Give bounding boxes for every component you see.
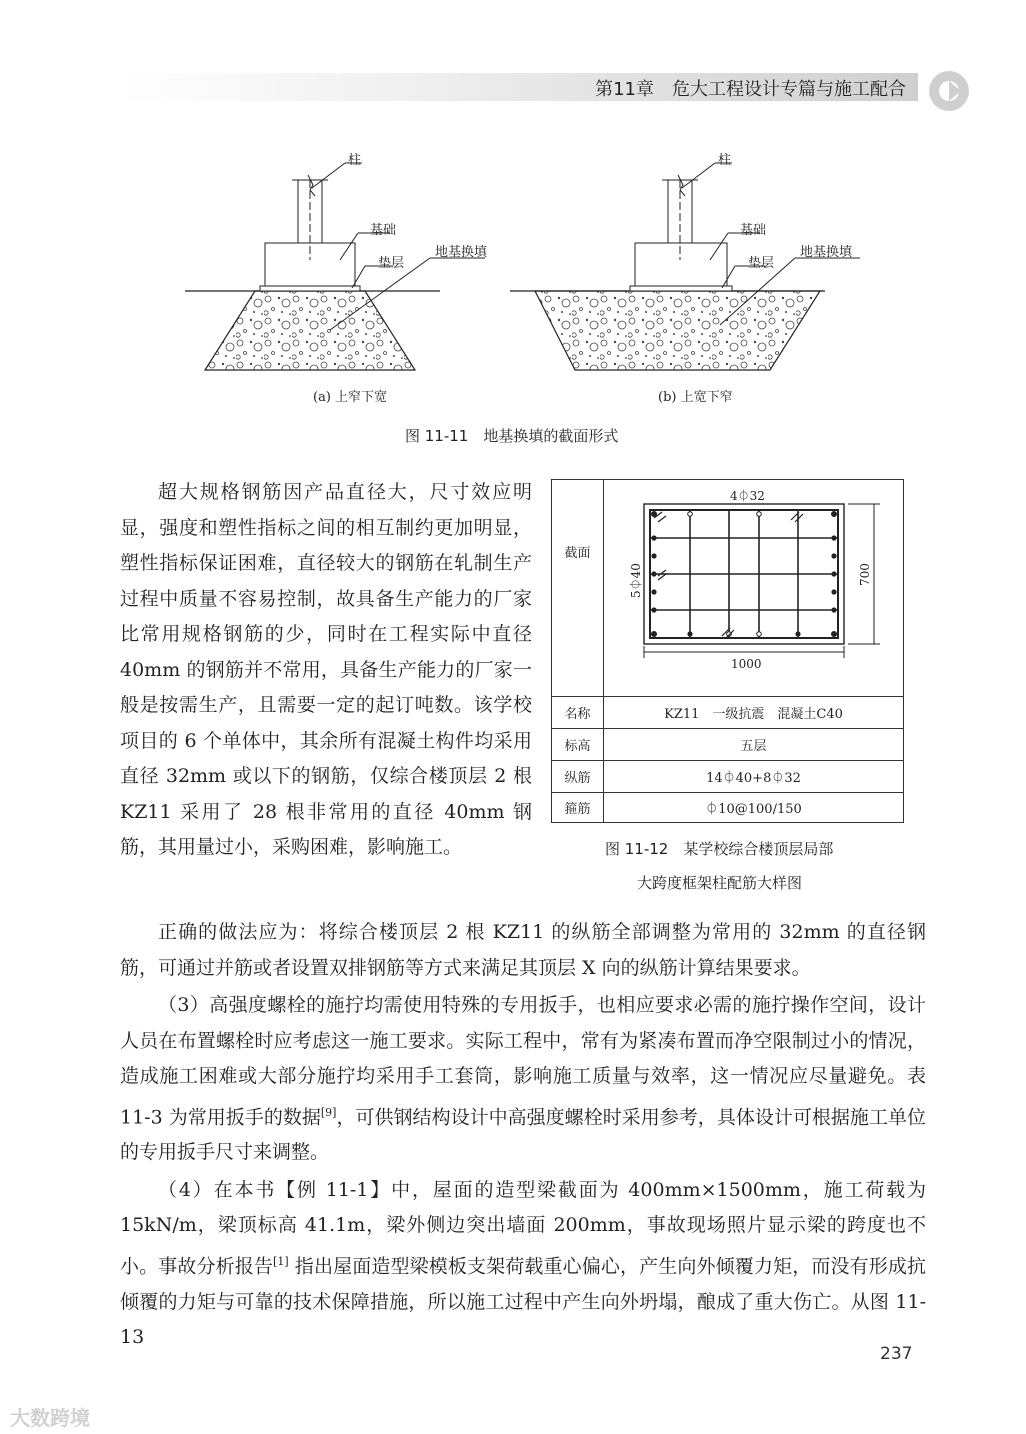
- section-label: 截面: [552, 480, 604, 697]
- caption-a: (a) 上窄下宽: [313, 390, 388, 405]
- figure-b-drawing: [510, 152, 860, 405]
- chapter-logo-icon: [928, 70, 970, 112]
- label-a-fill: 地基换填: [435, 245, 488, 260]
- column-section-drawing: [604, 480, 903, 692]
- chapter-title: 第11章 危大工程设计专篇与施工配合: [595, 79, 906, 100]
- figure-11-12-table: [551, 479, 904, 819]
- paragraph-beam-after: 指出屋面造型梁模板支架荷载重心偏心，产生向外倾覆力矩，而没有形成抗倾覆的力矩与可靠的技术保障措施，所以施工过程中产生向外坍塌，酿成了重大伤亡。从图 11-13: [120, 1255, 926, 1349]
- row-label-elevation: 标高: [552, 729, 604, 761]
- figure-11-11: [180, 140, 870, 410]
- paragraph-bolts-before: （3）高强度螺栓的施拧均需使用特殊的专用扳手，也相应要求必需的施拧操作空间，设计人员在布置螺栓时应考虑这一施工要求。实际工程中，常有为紧凑布置而净空限制过小的情况，造成施工困难或大部分施拧均采用手工套筒，影响施工质量与效率，这一情况应尽量避免。表 11-3 为常用扳手的数据: [120, 994, 926, 1128]
- paragraph-beam-before: （4）在本书【例 11-1】中，屋面的造型梁截面为 400mm×1500mm，施工荷载为 15kN/m，梁顶标高 41.1m，梁外侧边突出墙面 200mm，事故现场照片显示梁的跨度也不小。事故分析报告: [120, 1178, 926, 1278]
- label-b-fill: 地基换填: [800, 245, 853, 260]
- label-a-column: 柱: [348, 153, 362, 168]
- figure-a-drawing: [185, 152, 488, 405]
- paragraph-rebar-text: 超大规格钢筋因产品直径大，尺寸效应明显，强度和塑性指标之间的相互制约更加明显，塑性指标保证困难，直径较大的钢筋在轧制生产过程中质量不容易控制，故具备生产能力的厂家比常用规格钢筋的少，同时在工程实际中直径 40mm 的钢筋并不常用，具备生产能力的厂家一般是按需生产，且需要一定的起订吨数。该学校项目的 6 个单体中，其余所有混凝土构件均采用直径 32mm 或以下的钢筋，仅综合楼顶层 2 根 KZ11 采用了 28 根非常用的直径 40mm 钢筋，其用量过小，采购困难，影响施工。: [120, 481, 532, 858]
- dim-left: 5⏀40: [629, 563, 643, 598]
- ref-9: [9]: [320, 1105, 337, 1119]
- paragraph-rebar: [120, 475, 532, 866]
- row-value-elevation: 五层: [604, 729, 904, 761]
- page-number: 237: [880, 1344, 913, 1364]
- row-label-name: 名称: [552, 697, 604, 729]
- row-value-name: KZ11 一级抗震 混凝土C40: [604, 697, 904, 729]
- label-b-column: 柱: [718, 153, 732, 168]
- label-b-foundation: 基础: [740, 223, 767, 238]
- figure-11-12-caption-line2: 大跨度框架柱配筋大样图: [637, 874, 803, 892]
- dim-right: 700: [858, 563, 872, 586]
- paragraph-bolts: [120, 988, 926, 1171]
- figure-11-12-caption-line1: 图 11-12 某学校综合楼顶层局部: [605, 840, 834, 858]
- label-a-foundation: 基础: [370, 223, 397, 238]
- dim-bottom: 1000: [731, 657, 762, 671]
- body-text: [120, 915, 926, 1356]
- paragraph-beam: [120, 1173, 926, 1356]
- ref-1: [1]: [273, 1254, 289, 1268]
- label-b-pad: 垫层: [748, 256, 775, 271]
- paragraph-correct-approach: 正确的做法应为：将综合楼顶层 2 根 KZ11 的纵筋全部调整为常用的 32mm 的直径钢筋，可通过并筋或者设置双排钢筋等方式来满足其顶层 X 向的纵筋计算结果要求。: [120, 921, 926, 979]
- row-value-longitudinal: 14⏀40+8⏀32: [604, 761, 904, 793]
- dim-top: 4⏀32: [730, 489, 765, 503]
- watermark: 大数跨境: [10, 1406, 90, 1430]
- row-value-stirrup: ⏀10@100/150: [604, 793, 904, 823]
- figure-11-11-caption: 图 11-11 地基换填的截面形式: [405, 427, 619, 445]
- running-header: [120, 73, 918, 101]
- label-a-pad: 垫层: [378, 256, 405, 271]
- paragraph-bolts-after: ，可供钢结构设计中高强度螺栓时采用参考，具体设计可根据施工单位的专用扳手尺寸来调整。: [120, 1105, 926, 1164]
- caption-b: (b) 上宽下窄: [658, 390, 733, 405]
- row-label-stirrup: 箍筋: [552, 793, 604, 823]
- row-label-longitudinal: 纵筋: [552, 761, 604, 793]
- section-drawing-cell: [604, 480, 904, 697]
